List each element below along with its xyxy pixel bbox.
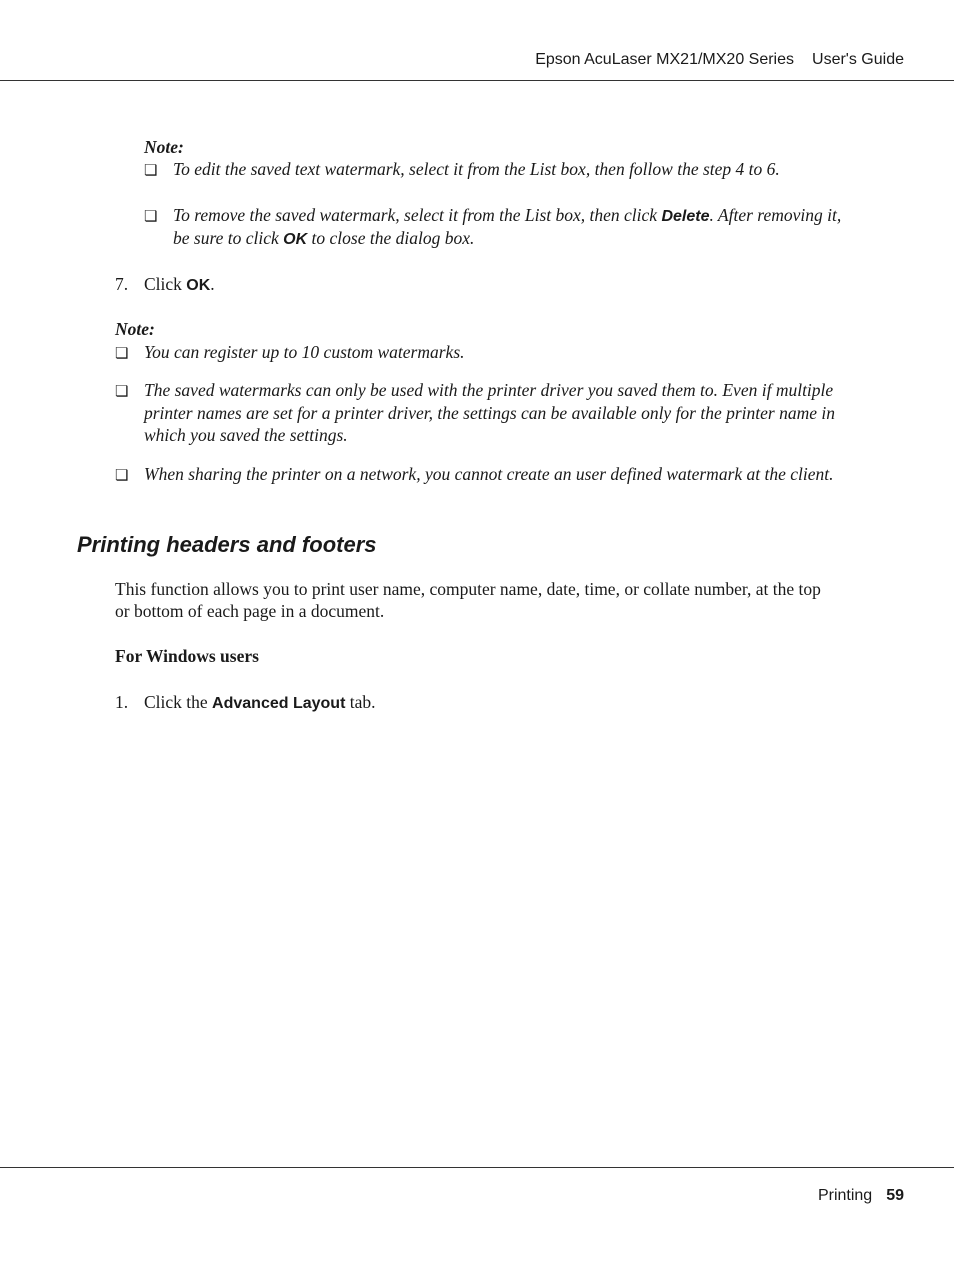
- intro-paragraph-continuation: or bottom of each page in a document.: [115, 601, 385, 621]
- header-guide: User's Guide: [812, 51, 904, 68]
- bullet-icon: ❏: [115, 346, 129, 362]
- bullet-icon: ❏: [144, 163, 158, 179]
- note-item-continuation: be sure to click OK to close the dialog box.: [173, 228, 475, 248]
- note-item: The saved watermarks can only be used with the printer driver you saved them to. Even if multiple: [144, 380, 834, 400]
- delete-keyword: Delete: [661, 208, 710, 225]
- section-title: Printing headers and footers: [77, 532, 377, 557]
- step-number: 7.: [115, 274, 129, 294]
- note-item: To edit the saved text watermark, select it from the List box, then follow the step 4 to 6.: [173, 159, 780, 179]
- header-rule: [0, 80, 954, 81]
- subheading: For Windows users: [115, 646, 259, 666]
- note-item: To remove the saved watermark, select it from the List box, then click Delete. After removing it,: [173, 205, 842, 225]
- note-label: Note:: [115, 319, 155, 339]
- step-text: Click OK.: [144, 274, 215, 294]
- step-number: 1.: [115, 692, 129, 712]
- note-label: Note:: [144, 137, 184, 157]
- note-item-continuation: printer names are set for a printer driver, the settings can be available only for the printer name in: [144, 403, 836, 423]
- note-item-continuation: which you saved the settings.: [144, 425, 348, 445]
- running-footer: [818, 1187, 904, 1205]
- note-item: You can register up to 10 custom watermarks.: [144, 342, 465, 362]
- bullet-icon: ❏: [144, 209, 158, 225]
- page-number: 59: [886, 1187, 904, 1204]
- ok-keyword: OK: [186, 277, 211, 294]
- footer-chapter: Printing: [817, 1187, 873, 1204]
- bullet-icon: ❏: [115, 384, 129, 400]
- running-header: [535, 51, 904, 69]
- advanced-layout-keyword: Advanced Layout: [212, 695, 346, 712]
- step-text: Click the Advanced Layout tab.: [144, 692, 376, 712]
- ok-keyword: OK: [283, 231, 308, 248]
- note-item: When sharing the printer on a network, you cannot create an user defined watermark at the client.: [144, 464, 834, 484]
- footer-rule: [0, 1167, 954, 1168]
- intro-paragraph: This function allows you to print user name, computer name, date, time, or collate number, at the top: [115, 579, 821, 599]
- header-product: Epson AcuLaser MX21/MX20 Series: [535, 51, 795, 68]
- bullet-icon: ❏: [115, 468, 129, 484]
